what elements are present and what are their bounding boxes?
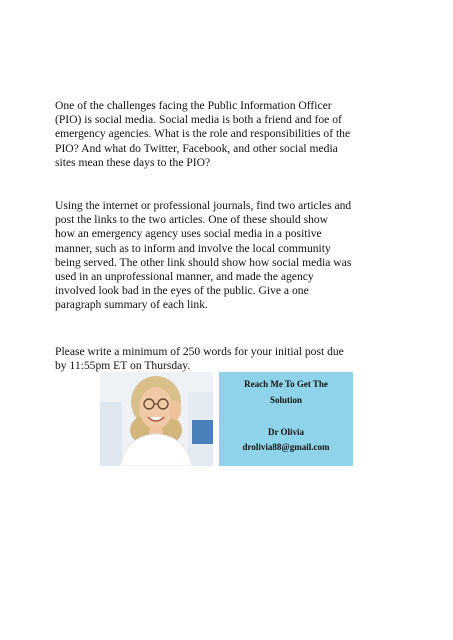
text-line: used in an unprofessional manner, and made the agency (55, 270, 314, 284)
text-line: how an emergency agency uses social media in a positive (55, 227, 322, 241)
text-line: paragraph summary of each link. (55, 298, 208, 312)
promo-headline: Reach Me To Get The (244, 379, 328, 389)
text-line: Using the internet or professional journals, find two articles and (55, 199, 352, 212)
text-line: sites mean these days to the PIO? (55, 155, 211, 169)
contact-promo-box (219, 372, 353, 466)
text-line: being served. The other link should show how social media was (55, 255, 352, 269)
text-line: manner, such as to inform and involve the local community (55, 241, 331, 255)
text-line: Please write a minimum of 250 words for your initial post due (55, 345, 344, 358)
text-line: PIO? And what do Twitter, Facebook, and other social media (55, 141, 338, 155)
promo-subheadline: Solution (269, 395, 302, 405)
text-line: post the links to the two articles. One of these should show (55, 213, 329, 227)
paragraph-assignment-instructions (55, 199, 405, 313)
woman-portrait-photo (100, 372, 213, 466)
paragraph-pio-challenges (55, 99, 405, 170)
paragraph-word-requirement (55, 345, 405, 373)
text-line: by 11:55pm ET on Thursday. (55, 359, 191, 373)
text-line: involved look bad in the eyes of the public. Give a one (55, 284, 309, 298)
text-line: emergency agencies. What is the role and responsibilities of the (55, 127, 351, 141)
promo-name: Dr Olivia (267, 427, 305, 437)
promo-email: drolivia88@gmail.com (242, 442, 330, 452)
text-line: (PIO) is social media. Social media is both a friend and foe of (55, 113, 342, 127)
text-line: One of the challenges facing the Public Information Officer (55, 99, 332, 112)
